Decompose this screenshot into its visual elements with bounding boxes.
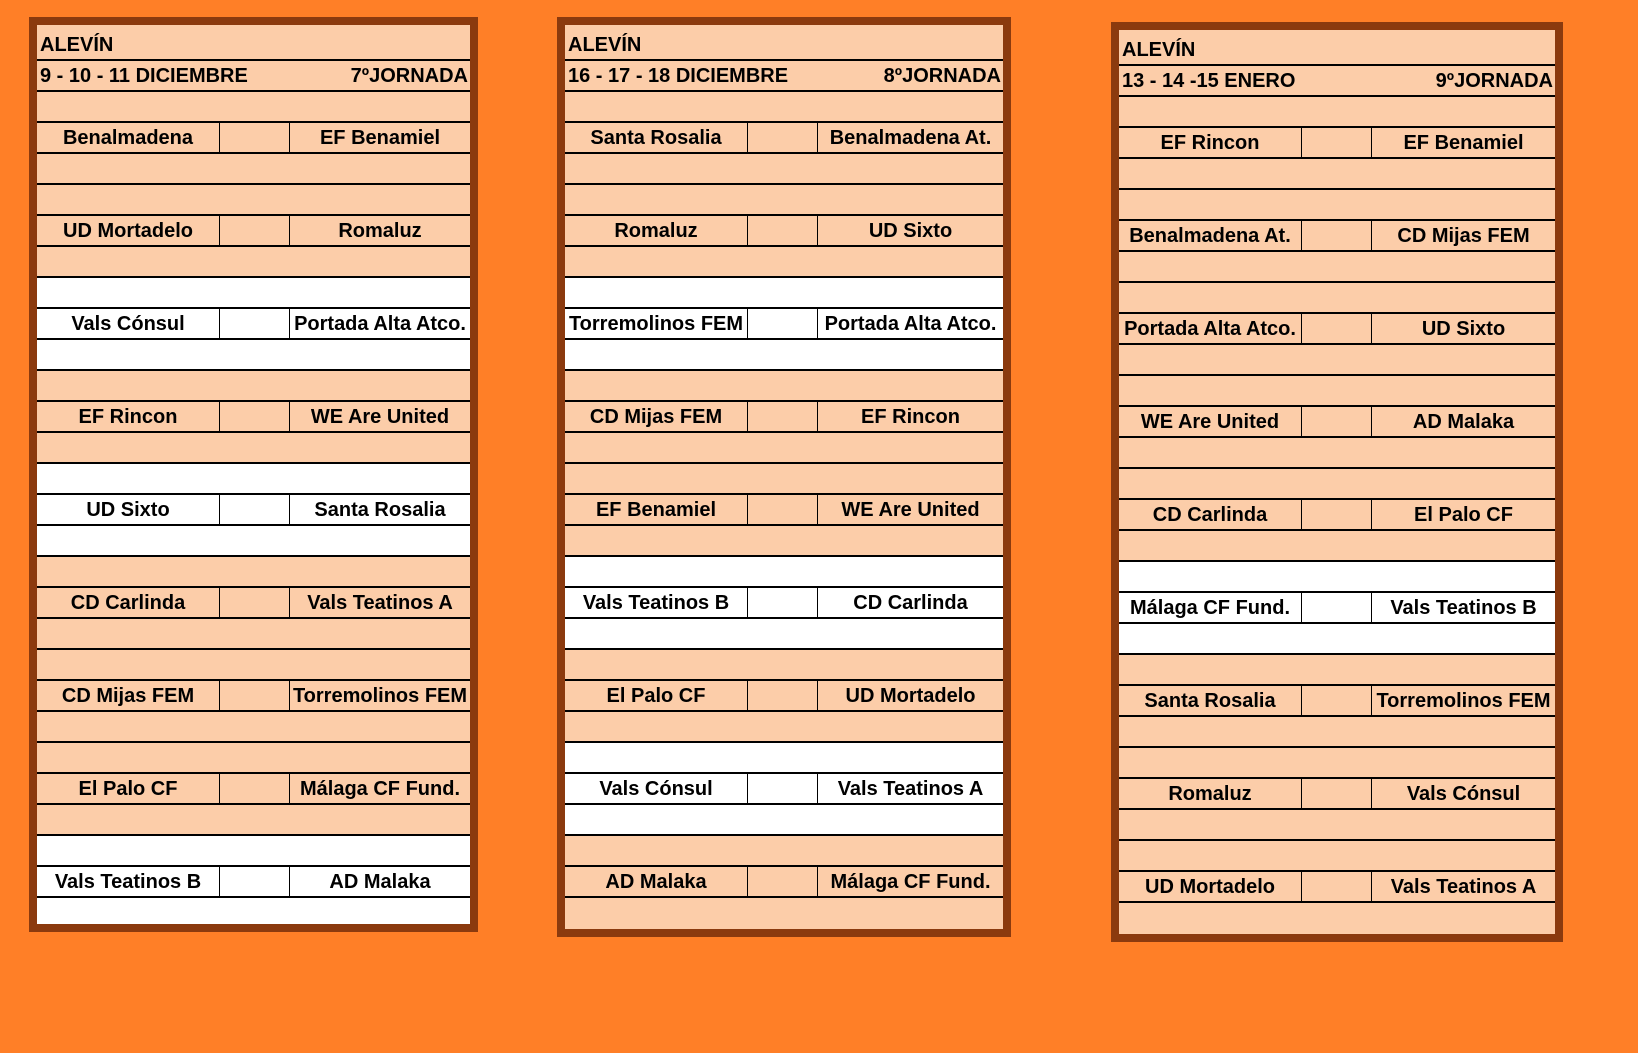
score-cell	[1302, 407, 1372, 436]
spacer-row	[1119, 655, 1555, 686]
spacer-row	[37, 340, 470, 371]
spacer-row	[1119, 562, 1555, 593]
spacer-row	[565, 340, 1003, 371]
home-team: Torremolinos FEM	[565, 309, 748, 338]
spacer-row	[37, 464, 470, 495]
spacer-row	[565, 805, 1003, 836]
spacer-row	[37, 154, 470, 185]
match-row	[565, 867, 1003, 898]
score-cell	[1302, 686, 1372, 715]
score-cell	[220, 123, 290, 152]
away-team: EF Benamiel	[1403, 132, 1524, 154]
home-team: Benalmadena At.	[1119, 221, 1302, 250]
spacer-row	[37, 557, 470, 588]
away-team: Romaluz	[338, 220, 422, 242]
away-team: Torremolinos FEM	[1376, 690, 1551, 712]
away-team: Torremolinos FEM	[292, 685, 468, 707]
spacer-row	[1119, 624, 1555, 655]
match-row	[37, 867, 470, 898]
category-label: ALEVÍN	[568, 34, 642, 56]
spacer-row	[37, 650, 470, 681]
spacer-row	[37, 898, 470, 924]
spacer-row	[37, 433, 470, 464]
spacer-row	[1119, 810, 1555, 841]
match-row	[1119, 686, 1555, 717]
score-cell	[1302, 314, 1372, 343]
round-label: 7ºJORNADA	[350, 65, 468, 87]
spacer-row	[1119, 438, 1555, 469]
away-team: Portada Alta Atco.	[294, 313, 466, 335]
spacer-row	[1119, 97, 1555, 128]
away-team: Málaga CF Fund.	[300, 778, 460, 800]
home-team: Vals Teatinos B	[37, 867, 220, 896]
away-team: CD Carlinda	[853, 592, 968, 614]
match-row	[565, 123, 1003, 154]
match-row	[1119, 779, 1555, 810]
home-team: El Palo CF	[565, 681, 748, 710]
home-team: Romaluz	[1119, 779, 1302, 808]
match-row	[37, 123, 470, 154]
spacer-row	[565, 836, 1003, 867]
home-team: CD Carlinda	[1119, 500, 1302, 529]
score-cell	[748, 774, 818, 803]
spacer-row	[37, 185, 470, 216]
away-team: Benalmadena At.	[829, 127, 992, 149]
home-team: CD Mijas FEM	[565, 402, 748, 431]
spacer-row	[1119, 252, 1555, 283]
away-team: AD Malaka	[329, 871, 431, 893]
match-row	[1119, 407, 1555, 438]
match-row	[1119, 221, 1555, 252]
match-row	[1119, 500, 1555, 531]
match-row	[37, 402, 470, 433]
home-team: Málaga CF Fund.	[1119, 593, 1302, 622]
spacer-row	[37, 278, 470, 309]
home-team: Vals Cónsul	[565, 774, 748, 803]
home-team: UD Mortadelo	[1119, 872, 1302, 901]
home-team: EF Benamiel	[565, 495, 748, 524]
home-team: Portada Alta Atco.	[1119, 314, 1302, 343]
home-team: CD Mijas FEM	[37, 681, 220, 710]
spacer-row	[1119, 190, 1555, 221]
home-team: Santa Rosalia	[1119, 686, 1302, 715]
dates-label: 13 - 14 -15 ENERO	[1122, 70, 1296, 92]
match-row	[565, 309, 1003, 340]
match-row	[37, 309, 470, 340]
home-team: EF Rincon	[1119, 128, 1302, 157]
spacer-row	[565, 185, 1003, 216]
home-team: Vals Cónsul	[37, 309, 220, 338]
score-cell	[220, 588, 290, 617]
away-team: El Palo CF	[1414, 504, 1513, 526]
score-cell	[1302, 779, 1372, 808]
home-team: UD Mortadelo	[37, 216, 220, 245]
spacer-row	[1119, 469, 1555, 500]
category-label: ALEVÍN	[1122, 39, 1196, 61]
spacer-row	[565, 743, 1003, 774]
score-cell	[748, 588, 818, 617]
score-cell	[220, 681, 290, 710]
away-team: Portada Alta Atco.	[824, 313, 997, 335]
match-row	[565, 588, 1003, 619]
score-cell	[220, 867, 290, 896]
match-row	[37, 681, 470, 712]
score-cell	[1302, 872, 1372, 901]
spacer-row	[37, 836, 470, 867]
away-team: Vals Cónsul	[1406, 783, 1521, 805]
home-team: AD Malaka	[565, 867, 748, 896]
dates-label: 9 - 10 - 11 DICIEMBRE	[40, 65, 248, 87]
home-team: Vals Teatinos B	[565, 588, 748, 617]
match-row	[565, 774, 1003, 805]
away-team: AD Malaka	[1412, 411, 1515, 433]
spacer-row	[37, 247, 470, 278]
score-cell	[1302, 593, 1372, 622]
away-team: WE Are United	[310, 406, 450, 428]
away-team: Vals Teatinos A	[837, 778, 984, 800]
away-team: Santa Rosalia	[314, 499, 446, 521]
spacer-row	[565, 898, 1003, 929]
away-team: Vals Teatinos B	[1390, 597, 1537, 619]
score-cell	[1302, 221, 1372, 250]
spacer-row	[1119, 531, 1555, 562]
score-cell	[748, 216, 818, 245]
spacer-row	[37, 805, 470, 836]
spacer-row	[565, 619, 1003, 650]
score-cell	[748, 402, 818, 431]
score-cell	[220, 495, 290, 524]
date-round-row	[565, 61, 1003, 92]
score-cell	[1302, 128, 1372, 157]
away-team: Vals Teatinos A	[307, 592, 453, 614]
dates-label: 16 - 17 - 18 DICIEMBRE	[568, 65, 789, 87]
spacer-row	[37, 526, 470, 557]
spacer-row	[565, 371, 1003, 402]
score-cell	[220, 216, 290, 245]
spacer-row	[565, 712, 1003, 743]
home-team: El Palo CF	[37, 774, 220, 803]
spacer-row	[1119, 345, 1555, 376]
away-team: CD Mijas FEM	[1397, 225, 1530, 247]
spacer-row	[37, 743, 470, 774]
match-row	[37, 774, 470, 805]
category-label: ALEVÍN	[40, 34, 114, 56]
score-cell	[1302, 500, 1372, 529]
round-label: 9ºJORNADA	[1435, 70, 1553, 92]
spacer-row	[565, 278, 1003, 309]
home-team: Santa Rosalia	[565, 123, 748, 152]
score-cell	[220, 402, 290, 431]
fixture-panel-3	[1111, 22, 1563, 942]
score-cell	[220, 774, 290, 803]
spacer-row	[37, 92, 470, 123]
spacer-row	[565, 154, 1003, 185]
spacer-row	[37, 712, 470, 743]
away-team: UD Mortadelo	[845, 685, 976, 707]
match-row	[1119, 128, 1555, 159]
home-team: CD Carlinda	[37, 588, 220, 617]
spacer-row	[37, 371, 470, 402]
home-team: Romaluz	[565, 216, 748, 245]
spacer-row	[565, 247, 1003, 278]
spacer-row	[1119, 376, 1555, 407]
away-team: Málaga CF Fund.	[830, 871, 991, 893]
spacer-row	[565, 92, 1003, 123]
category-row	[1119, 35, 1555, 66]
score-cell	[748, 309, 818, 338]
round-label: 8ºJORNADA	[883, 65, 1001, 87]
match-row	[37, 588, 470, 619]
match-row	[565, 216, 1003, 247]
match-row	[37, 216, 470, 247]
home-team: Benalmadena	[37, 123, 220, 152]
date-round-row	[37, 61, 470, 92]
score-cell	[220, 309, 290, 338]
date-round-row	[1119, 66, 1555, 97]
home-team: WE Are United	[1119, 407, 1302, 436]
score-cell	[748, 495, 818, 524]
match-row	[1119, 314, 1555, 345]
spacer-row	[565, 526, 1003, 557]
spacer-row	[1119, 748, 1555, 779]
away-team: EF Benamiel	[319, 127, 441, 149]
fixture-panel-2	[557, 17, 1011, 937]
spacer-row	[565, 433, 1003, 464]
match-row	[37, 495, 470, 526]
away-team: Vals Teatinos A	[1390, 876, 1537, 898]
score-cell	[748, 123, 818, 152]
away-team: UD Sixto	[868, 220, 953, 242]
spacer-row	[37, 619, 470, 650]
spacer-row	[565, 650, 1003, 681]
match-row	[565, 495, 1003, 526]
match-row	[1119, 872, 1555, 903]
home-team: UD Sixto	[37, 495, 220, 524]
match-row	[1119, 593, 1555, 624]
home-team: EF Rincon	[37, 402, 220, 431]
away-team: WE Are United	[841, 499, 980, 521]
away-team: EF Rincon	[861, 406, 960, 428]
match-row	[565, 681, 1003, 712]
spacer-row	[1119, 159, 1555, 190]
category-row	[565, 30, 1003, 61]
score-cell	[748, 681, 818, 710]
spacer-row	[565, 464, 1003, 495]
spacer-row	[1119, 283, 1555, 314]
score-cell	[748, 867, 818, 896]
fixture-panel-1	[29, 17, 478, 932]
spacer-row	[1119, 717, 1555, 748]
spacer-row	[1119, 841, 1555, 872]
match-row	[565, 402, 1003, 433]
category-row	[37, 30, 470, 61]
spacer-row	[1119, 903, 1555, 934]
spacer-row	[565, 557, 1003, 588]
away-team: UD Sixto	[1421, 318, 1506, 340]
